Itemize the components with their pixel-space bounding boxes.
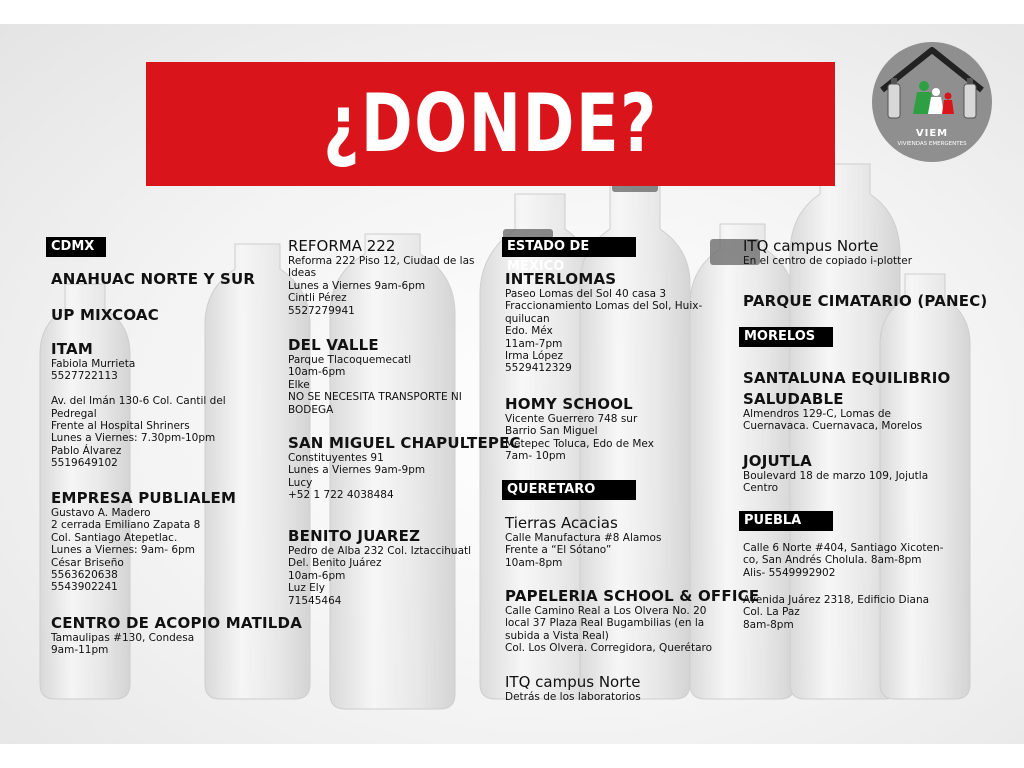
location-name: Tierras Acacias bbox=[505, 514, 618, 532]
location-details bbox=[505, 532, 661, 569]
location-parque-cimatario: PARQUE CIMATARIO (PANEC) bbox=[743, 292, 988, 310]
detail-line: Vicente Guerrero 748 sur bbox=[505, 413, 638, 425]
location-anahuac: ANAHUAC NORTE Y SUR bbox=[51, 270, 256, 288]
detail-line: Fabiola Murrieta bbox=[51, 358, 136, 370]
title-banner bbox=[146, 62, 835, 186]
detail-line: 5527722113 bbox=[51, 370, 118, 383]
detail-line: Frente al Hospital Shriners bbox=[51, 420, 190, 433]
detail-line: Av. del Imán 130-6 Col. Cantil del bbox=[51, 395, 226, 408]
location-name: DEL VALLE bbox=[288, 336, 379, 354]
detail-line: Lucy bbox=[288, 476, 313, 489]
detail-line: Frente a “El Sótano” bbox=[505, 544, 612, 557]
detail-line: 11am-7pm bbox=[505, 337, 563, 350]
detail-line: Parque Tlacoquemecatl bbox=[288, 354, 412, 366]
detail-line: Pedro de Alba 232 Col. Iztaccihuatl bbox=[288, 545, 472, 557]
location-details bbox=[505, 288, 702, 375]
detail-line: 5527279941 bbox=[288, 304, 355, 317]
detail-line: Calle 6 Norte #404, Santiago Xicoten- bbox=[743, 542, 944, 554]
detail-line: Pablo Álvarez bbox=[51, 444, 122, 457]
location-benito-juarez bbox=[288, 527, 471, 607]
poster bbox=[0, 24, 1024, 744]
location-name: ITQ campus Norte bbox=[743, 237, 879, 255]
location-details bbox=[743, 255, 912, 267]
location-details bbox=[51, 358, 226, 470]
location-details bbox=[288, 255, 475, 317]
location-santaluna bbox=[743, 369, 950, 433]
location-details bbox=[288, 545, 471, 607]
detail-line: Fraccionamiento Lomas del Sol, Huix- bbox=[505, 300, 703, 313]
detail-line: Boulevard 18 de marzo 109, Jojutla bbox=[743, 470, 929, 482]
detail-line: Gustavo A. Madero bbox=[51, 507, 151, 519]
location-san-miguel bbox=[288, 434, 521, 502]
location-interlomas bbox=[505, 270, 702, 375]
detail-line: 2 cerrada Emiliano Zapata 8 bbox=[51, 519, 201, 532]
detail-line: 10am-6pm bbox=[288, 366, 346, 379]
detail-line: Ideas bbox=[288, 267, 317, 280]
detail-line: Detrás de los laboratorios bbox=[505, 691, 641, 703]
location-name: BENITO JUAREZ bbox=[288, 527, 421, 545]
location-details bbox=[288, 354, 462, 416]
location-itq-laboratorios bbox=[505, 673, 641, 703]
region-tag-morelos: MORELOS bbox=[739, 327, 833, 347]
detail-line: +52 1 722 4038484 bbox=[288, 489, 394, 502]
detail-line: quilucan bbox=[505, 312, 550, 325]
location-details bbox=[51, 632, 302, 657]
location-name: JOJUTLA bbox=[743, 452, 812, 470]
detail-line: co, San Andrés Cholula. 8am-8pm bbox=[743, 554, 922, 567]
detail-line: Constituyentes 91 bbox=[288, 452, 384, 464]
detail-line: Irma López bbox=[505, 350, 563, 363]
location-details bbox=[743, 594, 929, 631]
detail-line: 5529412329 bbox=[505, 362, 572, 375]
location-up-mixcoac: UP MIXCOAC bbox=[51, 306, 159, 324]
detail-line: 5543902241 bbox=[51, 581, 118, 594]
logo-subtitle: VIVIENDAS EMERGENTES bbox=[897, 141, 967, 147]
detail-line: local 37 Plaza Real Bugambilias (en la bbox=[505, 617, 705, 630]
region-tag-cdmx: CDMX bbox=[46, 237, 106, 257]
location-name: CENTRO DE ACOPIO MATILDA bbox=[51, 614, 303, 632]
detail-line: Elke bbox=[288, 378, 310, 391]
detail-line: 5563620638 bbox=[51, 569, 118, 582]
location-name: ITAM bbox=[51, 340, 93, 358]
house-family-icon bbox=[872, 42, 992, 128]
detail-line: Col. Santiago Atepetlac. bbox=[51, 531, 178, 544]
location-publialem bbox=[51, 489, 236, 594]
detail-line: Cintli Pérez bbox=[288, 292, 347, 305]
detail-line: Metepec Toluca, Edo de Mex bbox=[505, 437, 654, 450]
viem-logo bbox=[872, 42, 992, 162]
location-name: REFORMA 222 bbox=[288, 237, 396, 255]
detail-line: Alis- 5549992902 bbox=[743, 566, 836, 579]
location-name: ITQ campus Norte bbox=[505, 673, 641, 691]
location-jojutla bbox=[743, 452, 928, 495]
detail-line: 5519649102 bbox=[51, 457, 118, 470]
detail-line: 71545464 bbox=[288, 594, 342, 607]
location-itam bbox=[51, 340, 226, 470]
detail-line: subida a Vista Real) bbox=[505, 629, 609, 642]
detail-line: Calle Camino Real a Los Olvera No. 20 bbox=[505, 605, 707, 617]
location-itq-copiado bbox=[743, 237, 912, 267]
location-reforma-222 bbox=[288, 237, 475, 317]
location-homy-school bbox=[505, 395, 654, 463]
detail-line: Avenida Juárez 2318, Edificio Diana bbox=[743, 594, 930, 606]
detail-line: Lunes a Viernes 9am-6pm bbox=[288, 279, 426, 292]
location-puebla-diana bbox=[743, 594, 929, 631]
location-details bbox=[505, 413, 654, 463]
detail-line: Lunes a Viernes: 7.30pm-10pm bbox=[51, 432, 216, 445]
page-title: ¿DONDE? bbox=[323, 77, 658, 170]
detail-line: Lunes a Viernes 9am-9pm bbox=[288, 464, 426, 477]
region-tag-queretaro: QUERETARO bbox=[502, 480, 636, 500]
location-name: EMPRESA PUBLIALEM bbox=[51, 489, 237, 507]
detail-line: Lunes a Viernes: 9am- 6pm bbox=[51, 544, 195, 557]
detail-line: Col. Los Olvera. Corregidora, Querétaro bbox=[505, 642, 713, 655]
location-details bbox=[743, 408, 950, 433]
detail-line: 10am-6pm bbox=[288, 569, 346, 582]
detail-line: César Briseño bbox=[51, 556, 124, 569]
detail-line: Centro bbox=[743, 482, 779, 495]
detail-line: En el centro de copiado i-plotter bbox=[743, 255, 913, 267]
detail-line: BODEGA bbox=[288, 403, 334, 416]
detail-line: 7am- 10pm bbox=[505, 450, 566, 463]
location-details bbox=[743, 470, 928, 495]
detail-line: Luz Ely bbox=[288, 582, 325, 595]
detail-line: Cuernavaca. Cuernavaca, Morelos bbox=[743, 420, 923, 433]
detail-line: Pedregal bbox=[51, 407, 97, 420]
detail-line: Del. Benito Juárez bbox=[288, 557, 382, 570]
detail-line: Tamaulipas #130, Condesa bbox=[51, 632, 195, 644]
detail-line: Paseo Lomas del Sol 40 casa 3 bbox=[505, 288, 667, 300]
detail-line bbox=[51, 383, 226, 395]
detail-line: Edo. Méx bbox=[505, 325, 553, 338]
detail-line: NO SE NECESITA TRANSPORTE NI bbox=[288, 391, 462, 404]
detail-line: 9am-11pm bbox=[51, 644, 109, 657]
logo-name: VIEM bbox=[915, 128, 949, 139]
detail-line: Barrio San Miguel bbox=[505, 425, 598, 438]
location-details bbox=[51, 507, 236, 594]
location-name: HOMY SCHOOL bbox=[505, 395, 633, 413]
region-tag-estado-de-mexico: ESTADO DE MEXICO bbox=[502, 237, 636, 257]
location-name: SAN MIGUEL CHAPULTEPEC bbox=[288, 434, 521, 452]
detail-line: Col. La Paz bbox=[743, 606, 800, 619]
location-name: INTERLOMAS bbox=[505, 270, 617, 288]
location-name-line2: SALUDABLE bbox=[743, 390, 844, 408]
detail-line: 8am-8pm bbox=[743, 618, 794, 631]
location-details bbox=[505, 691, 641, 703]
location-papeleria bbox=[505, 587, 759, 655]
detail-line: Reforma 222 Piso 12, Ciudad de las bbox=[288, 255, 475, 267]
region-tag-puebla: PUEBLA bbox=[739, 511, 833, 531]
location-matilda bbox=[51, 614, 302, 657]
location-name: SANTALUNA EQUILIBRIO bbox=[743, 369, 951, 387]
location-del-valle bbox=[288, 336, 462, 416]
location-details bbox=[743, 542, 943, 579]
location-puebla-cholula bbox=[743, 542, 943, 579]
location-details bbox=[288, 452, 521, 502]
detail-line: Calle Manufactura #8 Alamos bbox=[505, 532, 662, 544]
detail-line: Almendros 129-C, Lomas de bbox=[743, 408, 891, 420]
detail-line: 10am-8pm bbox=[505, 556, 563, 569]
location-details bbox=[505, 605, 759, 655]
location-name: PAPELERIA SCHOOL & OFFICE bbox=[505, 587, 760, 605]
location-tierras-acacias bbox=[505, 514, 661, 569]
